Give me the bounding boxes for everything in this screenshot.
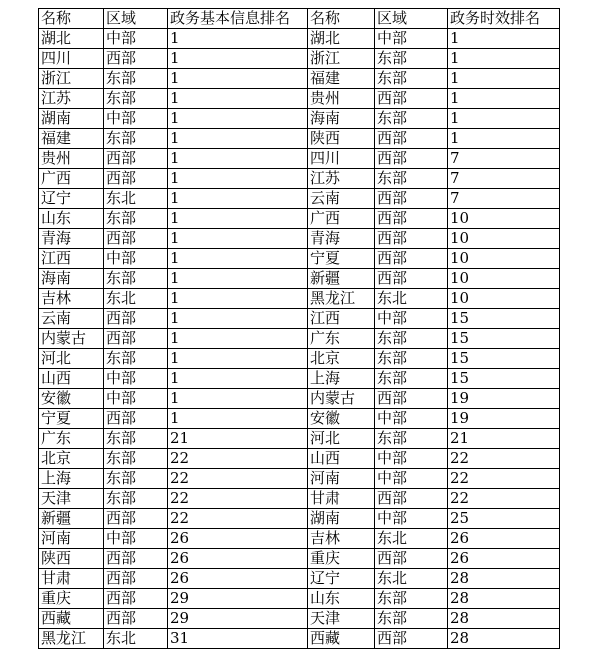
cell-name-right: 福建 [308, 69, 375, 89]
table-row [39, 209, 560, 229]
cell-region-right: 东部 [375, 329, 448, 349]
header-region-left: 区域 [104, 9, 168, 29]
cell-region-left: 东部 [104, 489, 168, 509]
cell-region-left: 西部 [104, 569, 168, 589]
cell-region-left: 西部 [104, 609, 168, 629]
cell-name-right: 江西 [308, 309, 375, 329]
cell-timeliness-rank: 1 [448, 49, 560, 69]
cell-name-right: 河北 [308, 429, 375, 449]
header-basic-info-rank: 政务基本信息排名 [168, 9, 308, 29]
cell-name-left: 甘肃 [39, 569, 104, 589]
table-header-row [39, 9, 560, 29]
table-row [39, 89, 560, 109]
table-row [39, 389, 560, 409]
cell-name-right: 黑龙江 [308, 289, 375, 309]
table-row [39, 609, 560, 629]
cell-basic-info-rank: 1 [168, 409, 308, 429]
cell-name-right: 贵州 [308, 89, 375, 109]
cell-basic-info-rank: 26 [168, 529, 308, 549]
cell-basic-info-rank: 1 [168, 29, 308, 49]
table-row [39, 629, 560, 649]
cell-name-right: 云南 [308, 189, 375, 209]
cell-timeliness-rank: 22 [448, 489, 560, 509]
cell-region-left: 东北 [104, 289, 168, 309]
cell-name-right: 广西 [308, 209, 375, 229]
cell-basic-info-rank: 1 [168, 129, 308, 149]
cell-name-right: 安徽 [308, 409, 375, 429]
cell-name-right: 四川 [308, 149, 375, 169]
cell-name-left: 陕西 [39, 549, 104, 569]
cell-timeliness-rank: 15 [448, 349, 560, 369]
cell-name-right: 吉林 [308, 529, 375, 549]
cell-region-right: 东北 [375, 289, 448, 309]
cell-region-right: 西部 [375, 269, 448, 289]
cell-name-left: 黑龙江 [39, 629, 104, 649]
cell-timeliness-rank: 25 [448, 509, 560, 529]
cell-region-left: 东部 [104, 449, 168, 469]
cell-name-right: 浙江 [308, 49, 375, 69]
cell-timeliness-rank: 19 [448, 409, 560, 429]
cell-basic-info-rank: 26 [168, 549, 308, 569]
header-name-right: 名称 [308, 9, 375, 29]
cell-timeliness-rank: 7 [448, 189, 560, 209]
cell-name-left: 上海 [39, 469, 104, 489]
cell-name-left: 江西 [39, 249, 104, 269]
cell-name-left: 云南 [39, 309, 104, 329]
cell-name-left: 吉林 [39, 289, 104, 309]
cell-region-right: 东部 [375, 609, 448, 629]
cell-basic-info-rank: 1 [168, 89, 308, 109]
table-row [39, 289, 560, 309]
cell-region-right: 西部 [375, 129, 448, 149]
cell-name-right: 西藏 [308, 629, 375, 649]
cell-basic-info-rank: 1 [168, 369, 308, 389]
table-row [39, 149, 560, 169]
cell-name-left: 重庆 [39, 589, 104, 609]
cell-timeliness-rank: 21 [448, 429, 560, 449]
cell-region-left: 西部 [104, 509, 168, 529]
cell-region-right: 东部 [375, 169, 448, 189]
cell-basic-info-rank: 29 [168, 589, 308, 609]
cell-region-left: 东部 [104, 469, 168, 489]
cell-region-right: 西部 [375, 209, 448, 229]
cell-name-right: 重庆 [308, 549, 375, 569]
cell-region-left: 东部 [104, 209, 168, 229]
cell-name-left: 山东 [39, 209, 104, 229]
cell-region-left: 西部 [104, 229, 168, 249]
table-row [39, 49, 560, 69]
cell-timeliness-rank: 10 [448, 209, 560, 229]
cell-name-left: 天津 [39, 489, 104, 509]
ranking-table [38, 8, 560, 649]
cell-name-right: 北京 [308, 349, 375, 369]
cell-timeliness-rank: 22 [448, 469, 560, 489]
cell-region-right: 西部 [375, 629, 448, 649]
cell-region-right: 东北 [375, 529, 448, 549]
cell-region-left: 西部 [104, 309, 168, 329]
table-row [39, 429, 560, 449]
cell-region-left: 中部 [104, 369, 168, 389]
cell-region-right: 东部 [375, 369, 448, 389]
cell-basic-info-rank: 1 [168, 249, 308, 269]
table-row [39, 409, 560, 429]
cell-name-left: 湖南 [39, 109, 104, 129]
cell-region-left: 西部 [104, 589, 168, 609]
cell-name-right: 宁夏 [308, 249, 375, 269]
cell-region-right: 东部 [375, 429, 448, 449]
cell-region-left: 东部 [104, 89, 168, 109]
cell-basic-info-rank: 1 [168, 169, 308, 189]
cell-name-left: 宁夏 [39, 409, 104, 429]
table-row [39, 569, 560, 589]
cell-region-left: 东北 [104, 629, 168, 649]
cell-basic-info-rank: 22 [168, 509, 308, 529]
cell-timeliness-rank: 22 [448, 449, 560, 469]
cell-timeliness-rank: 15 [448, 309, 560, 329]
cell-region-right: 西部 [375, 249, 448, 269]
cell-timeliness-rank: 28 [448, 629, 560, 649]
cell-name-right: 天津 [308, 609, 375, 629]
cell-region-right: 西部 [375, 89, 448, 109]
table-row [39, 169, 560, 189]
cell-name-left: 新疆 [39, 509, 104, 529]
cell-name-left: 西藏 [39, 609, 104, 629]
cell-name-right: 辽宁 [308, 569, 375, 589]
cell-region-left: 东部 [104, 349, 168, 369]
cell-name-left: 河北 [39, 349, 104, 369]
table-row [39, 309, 560, 329]
cell-region-left: 东部 [104, 69, 168, 89]
cell-name-left: 青海 [39, 229, 104, 249]
cell-region-right: 西部 [375, 229, 448, 249]
cell-region-left: 中部 [104, 109, 168, 129]
cell-region-left: 西部 [104, 149, 168, 169]
cell-region-right: 西部 [375, 549, 448, 569]
cell-region-left: 东部 [104, 269, 168, 289]
cell-name-right: 湖北 [308, 29, 375, 49]
cell-name-left: 广东 [39, 429, 104, 449]
cell-name-left: 河南 [39, 529, 104, 549]
cell-name-right: 海南 [308, 109, 375, 129]
table-row [39, 349, 560, 369]
cell-name-right: 甘肃 [308, 489, 375, 509]
cell-name-left: 北京 [39, 449, 104, 469]
cell-name-left: 山西 [39, 369, 104, 389]
cell-region-right: 西部 [375, 189, 448, 209]
cell-timeliness-rank: 10 [448, 289, 560, 309]
cell-basic-info-rank: 21 [168, 429, 308, 449]
cell-basic-info-rank: 1 [168, 309, 308, 329]
cell-region-right: 东部 [375, 589, 448, 609]
cell-basic-info-rank: 1 [168, 349, 308, 369]
cell-region-right: 东部 [375, 69, 448, 89]
cell-region-left: 西部 [104, 549, 168, 569]
cell-region-left: 东部 [104, 129, 168, 149]
cell-name-right: 广东 [308, 329, 375, 349]
cell-region-right: 中部 [375, 509, 448, 529]
cell-timeliness-rank: 26 [448, 529, 560, 549]
cell-timeliness-rank: 10 [448, 229, 560, 249]
cell-timeliness-rank: 28 [448, 589, 560, 609]
cell-name-right: 新疆 [308, 269, 375, 289]
cell-region-left: 西部 [104, 169, 168, 189]
cell-region-right: 东部 [375, 49, 448, 69]
table-row [39, 69, 560, 89]
table-row [39, 449, 560, 469]
cell-name-left: 福建 [39, 129, 104, 149]
cell-name-left: 广西 [39, 169, 104, 189]
table-row [39, 109, 560, 129]
cell-region-right: 中部 [375, 449, 448, 469]
cell-basic-info-rank: 1 [168, 229, 308, 249]
cell-name-left: 江苏 [39, 89, 104, 109]
cell-name-right: 陕西 [308, 129, 375, 149]
cell-name-left: 内蒙古 [39, 329, 104, 349]
cell-name-right: 河南 [308, 469, 375, 489]
cell-basic-info-rank: 1 [168, 269, 308, 289]
cell-basic-info-rank: 1 [168, 149, 308, 169]
cell-timeliness-rank: 10 [448, 249, 560, 269]
cell-region-left: 东部 [104, 429, 168, 449]
table-row [39, 469, 560, 489]
cell-name-left: 浙江 [39, 69, 104, 89]
cell-name-left: 安徽 [39, 389, 104, 409]
cell-region-right: 中部 [375, 29, 448, 49]
cell-basic-info-rank: 1 [168, 69, 308, 89]
cell-region-right: 中部 [375, 409, 448, 429]
cell-basic-info-rank: 26 [168, 569, 308, 589]
cell-timeliness-rank: 10 [448, 269, 560, 289]
header-name-left: 名称 [39, 9, 104, 29]
cell-name-left: 辽宁 [39, 189, 104, 209]
cell-region-left: 西部 [104, 409, 168, 429]
table-row [39, 229, 560, 249]
cell-region-right: 东部 [375, 349, 448, 369]
cell-region-left: 西部 [104, 329, 168, 349]
table-row [39, 509, 560, 529]
table-body [39, 29, 560, 649]
cell-basic-info-rank: 1 [168, 109, 308, 129]
cell-timeliness-rank: 1 [448, 109, 560, 129]
cell-basic-info-rank: 1 [168, 289, 308, 309]
cell-timeliness-rank: 28 [448, 569, 560, 589]
cell-basic-info-rank: 1 [168, 389, 308, 409]
cell-name-left: 海南 [39, 269, 104, 289]
table-row [39, 329, 560, 349]
cell-name-right: 青海 [308, 229, 375, 249]
cell-basic-info-rank: 29 [168, 609, 308, 629]
cell-region-left: 中部 [104, 529, 168, 549]
table-row [39, 249, 560, 269]
cell-timeliness-rank: 15 [448, 329, 560, 349]
cell-region-right: 东部 [375, 109, 448, 129]
cell-region-left: 中部 [104, 249, 168, 269]
cell-basic-info-rank: 1 [168, 329, 308, 349]
cell-name-right: 湖南 [308, 509, 375, 529]
cell-timeliness-rank: 7 [448, 149, 560, 169]
cell-region-left: 西部 [104, 49, 168, 69]
cell-basic-info-rank: 1 [168, 189, 308, 209]
cell-region-right: 西部 [375, 389, 448, 409]
cell-region-left: 东北 [104, 189, 168, 209]
cell-region-right: 西部 [375, 489, 448, 509]
cell-name-right: 山东 [308, 589, 375, 609]
cell-timeliness-rank: 15 [448, 369, 560, 389]
header-timeliness-rank: 政务时效排名 [448, 9, 560, 29]
cell-timeliness-rank: 1 [448, 89, 560, 109]
cell-region-right: 中部 [375, 309, 448, 329]
cell-name-left: 贵州 [39, 149, 104, 169]
table-row [39, 369, 560, 389]
cell-region-right: 西部 [375, 149, 448, 169]
table-row [39, 529, 560, 549]
cell-name-left: 四川 [39, 49, 104, 69]
cell-basic-info-rank: 22 [168, 469, 308, 489]
cell-basic-info-rank: 31 [168, 629, 308, 649]
table-row [39, 489, 560, 509]
cell-timeliness-rank: 26 [448, 549, 560, 569]
table-row [39, 589, 560, 609]
table-row [39, 29, 560, 49]
table-row [39, 189, 560, 209]
cell-region-left: 中部 [104, 29, 168, 49]
table-row [39, 129, 560, 149]
table-row [39, 269, 560, 289]
cell-name-right: 江苏 [308, 169, 375, 189]
cell-region-right: 中部 [375, 469, 448, 489]
cell-name-right: 山西 [308, 449, 375, 469]
cell-name-right: 上海 [308, 369, 375, 389]
header-region-right: 区域 [375, 9, 448, 29]
cell-region-left: 中部 [104, 389, 168, 409]
cell-timeliness-rank: 1 [448, 29, 560, 49]
cell-timeliness-rank: 1 [448, 129, 560, 149]
cell-timeliness-rank: 1 [448, 69, 560, 89]
cell-name-left: 湖北 [39, 29, 104, 49]
cell-timeliness-rank: 7 [448, 169, 560, 189]
cell-timeliness-rank: 19 [448, 389, 560, 409]
cell-region-right: 东北 [375, 569, 448, 589]
cell-basic-info-rank: 22 [168, 489, 308, 509]
cell-name-right: 内蒙古 [308, 389, 375, 409]
cell-basic-info-rank: 22 [168, 449, 308, 469]
cell-basic-info-rank: 1 [168, 49, 308, 69]
table-row [39, 549, 560, 569]
cell-timeliness-rank: 28 [448, 609, 560, 629]
cell-basic-info-rank: 1 [168, 209, 308, 229]
